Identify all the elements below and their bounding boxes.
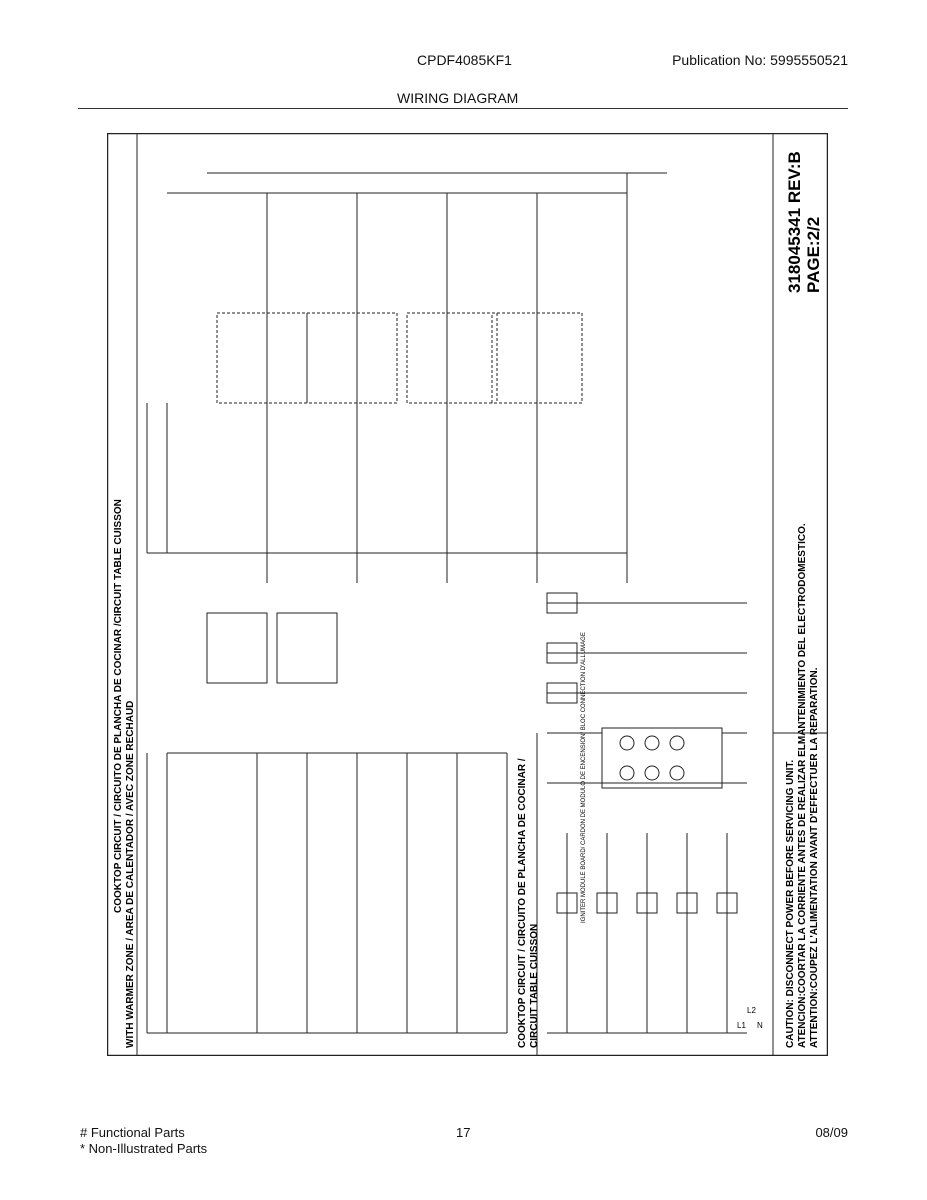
publication-number: Publication No: 5995550521 [672,52,848,68]
publication-date: 08/09 [815,1125,848,1140]
caution-1: CAUTION: DISCONNECT POWER BEFORE SERVICING UNIT. [785,759,796,1048]
title-main: COOKTOP CIRCUIT / CIRCUITO DE PLANCHA DE COCINAR /CIRCUIT TABLE CUISSON [113,499,124,913]
title-warmer: WITH WARMER ZONE / AREA DE CALENTADOR / AVEC ZONE RECHAUD [125,700,136,1048]
wiring-diagram [107,133,828,1056]
title-lower-1: COOKTOP CIRCUIT / CIRCUITO DE PLANCHA DE COCINAR / [517,758,528,1048]
terminal-l2: L2 [747,1006,756,1015]
terminal-l1: L1 [737,1021,746,1030]
caution-2: ATENCION:COORTAR LA CORRIENTE ANTES DE REALIZAR ELMANTENIMIENTO DEL ELECTRODOMESTICO. [797,523,808,1048]
terminal-n: N [757,1021,763,1030]
title-lower-2: CIRCUIT TABLE CUISSON [529,923,540,1048]
page-number: 17 [456,1125,471,1140]
model-number: CPDF4085KF1 [417,52,512,68]
header-rule [78,108,848,109]
igniter-module-label: IGNITER MODULE BOARD/ CARDON DE MODULO DE ENCENSION/ BLOC CONNECTION D'ALLUMAGE [581,632,587,923]
page-label: PAGE:2/2 [804,216,823,293]
functional-parts-note: # Functional Parts [80,1125,185,1140]
caution-3: ATTENTION:COUPEZ L'ALIMENTATION AVANT D'EFFECTUER LA REPARATION. [809,667,820,1048]
diagram-border [108,134,828,1056]
page-title: WIRING DIAGRAM [397,90,519,106]
wiring-diagram-svg [107,133,828,1056]
part-number: 318045341 REV:B [785,151,804,293]
non-illustrated-parts-note: * Non-Illustrated Parts [80,1141,208,1156]
